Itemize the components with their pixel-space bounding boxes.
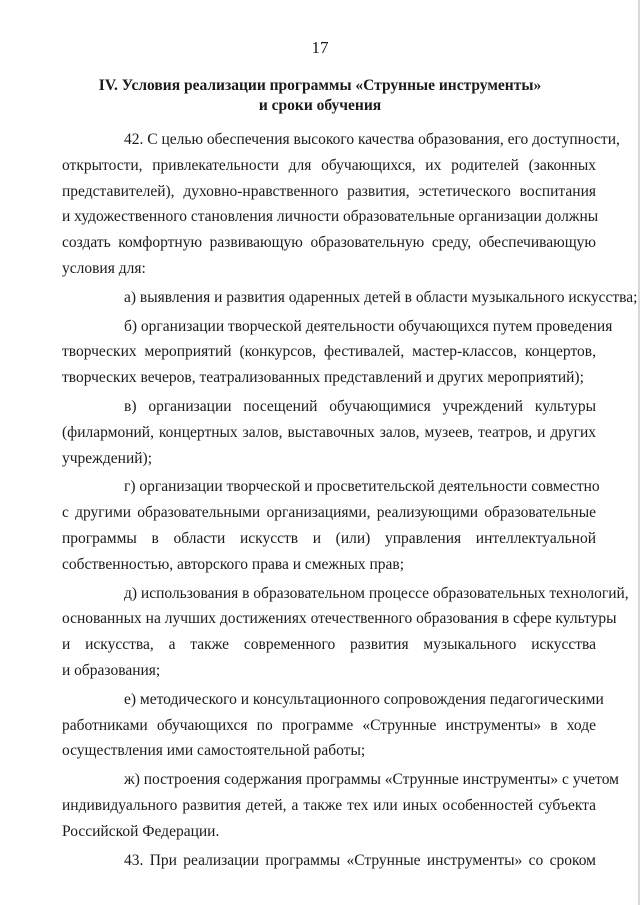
body-text xyxy=(62,127,638,873)
list-item-v-line: учреждений); xyxy=(62,449,153,467)
list-item-e-line: осуществления ими самостоятельной работы; xyxy=(62,742,366,760)
list-item-d-line: д) использования в образовательном процессе образовательных технологий, xyxy=(124,584,629,602)
section-title xyxy=(0,76,640,116)
list-item-d-line: основанных на лучших достижениях отечественного образования в сфере культуры xyxy=(62,610,617,628)
section-title-line-2: и сроки обучения xyxy=(258,97,382,114)
list-item-d-line: и образования; xyxy=(62,661,161,679)
paragraph-43-line: 43. При реализации программы «Струнные инструменты» со сроком xyxy=(124,851,596,869)
list-item-b-line: творческих вечеров, театрализованных представлений и других мероприятий); xyxy=(62,369,584,387)
paragraph-42-line: открытости, привлекательности для обучающихся, их родителей (законных xyxy=(62,156,596,174)
page-number: 17 xyxy=(311,38,329,57)
paragraph-42-line: представителей), духовно-нравственного развития, эстетического воспитания xyxy=(62,182,596,200)
list-item-e-line: е) методического и консультационного сопровождения педагогическими xyxy=(124,690,604,708)
list-item-v-line: (филармоний, концертных залов, выставочных залов, музеев, театров, и других xyxy=(62,423,596,441)
list-item-v-line: в) организации посещений обучающимися учреждений культуры xyxy=(124,397,596,415)
list-item-g-line: собственностью, авторского права и смежных прав; xyxy=(62,555,405,573)
paragraph-42-line: 42. С целью обеспечения высокого качества образования, его доступности, xyxy=(124,131,620,148)
paragraph-42-line: условия для: xyxy=(62,259,146,277)
list-item-a: а) выявления и развития одаренных детей в области музыкального искусства; xyxy=(124,288,638,306)
list-item-g-line: г) организации творческой и просветительской деятельности совместно xyxy=(124,478,600,496)
paragraph-42-line: и художественного становления личности образовательные организации должны xyxy=(62,208,599,226)
list-item-zh-line: Российской Федерации. xyxy=(62,822,220,840)
paragraph-42-line: создать комфортную развивающую образовательную среду, обеспечивающую xyxy=(62,234,596,252)
list-item-zh-line: индивидуального развития детей, а также тех или иных особенностей субъекта xyxy=(62,796,596,814)
list-item-zh-line: ж) построения содержания программы «Струнные инструменты» с учетом xyxy=(124,771,619,789)
list-item-e-line: работниками обучающихся по программе «Струнные инструменты» в ходе xyxy=(62,716,596,734)
section-title-line-1: IV. Условия реализации программы «Струнные инструменты» xyxy=(98,77,542,94)
list-item-b-line: б) организации творческой деятельности обучающихся путем проведения xyxy=(124,317,613,335)
list-item-g-line: программы в области искусств и (или) управления интеллектуальной xyxy=(62,529,596,547)
list-item-d-line: и искусства, а также современного развития музыкального искусства xyxy=(62,636,596,654)
list-item-b-line: творческих мероприятий (конкурсов, фестивалей, мастер-классов, концертов, xyxy=(62,343,596,361)
list-item-g-line: с другими образовательными организациями, реализующими образовательные xyxy=(62,504,596,522)
